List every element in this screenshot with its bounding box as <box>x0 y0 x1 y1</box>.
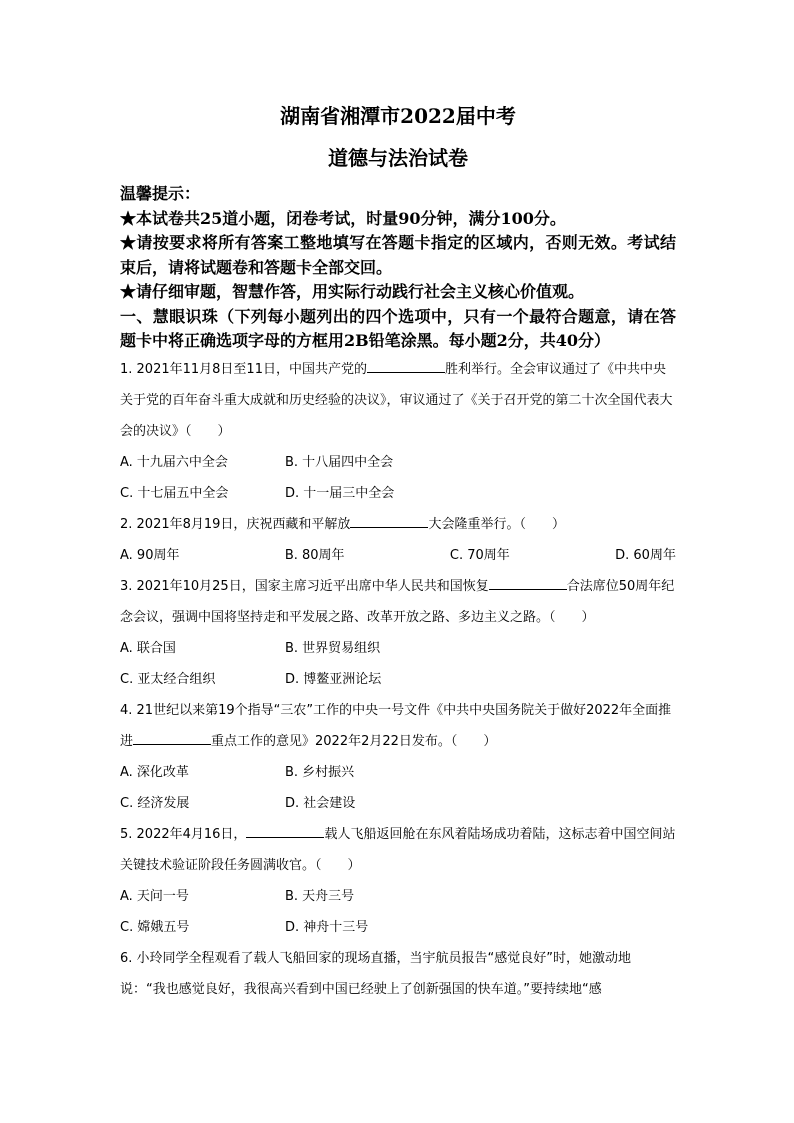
q4-option-d: D. 社会建设 <box>285 795 356 811</box>
question-5 <box>120 819 676 943</box>
q1-option-c: C. 十七届五中全会 <box>120 485 229 501</box>
exam-page <box>120 102 676 1005</box>
q4-option-a: A. 深化改革 <box>120 764 189 780</box>
q2-stem-pre: 2. 2021年8月19日，庆祝西藏和平解放 <box>120 516 351 532</box>
q2-option-a: A. 90周年 <box>120 547 180 563</box>
question-6 <box>120 943 676 1005</box>
q3-option-b: B. 世界贸易组织 <box>285 640 381 656</box>
q1-option-a: A. 十九届六中全会 <box>120 454 228 470</box>
question-2 <box>120 509 676 571</box>
q4-stem-post: 重点工作的意见》2022年2月22日发布。（ ） <box>211 733 497 749</box>
q3-option-d: D. 博鳌亚洲论坛 <box>285 671 382 687</box>
q1-option-d: D. 十一届三中全会 <box>285 485 395 501</box>
q3-option-a: A. 联合国 <box>120 640 176 656</box>
q5-option-c: C. 嫦娥五号 <box>120 919 190 935</box>
q5-stem-pre: 5. 2022年4月16日， <box>120 826 247 842</box>
q4-option-b: B. 乡村振兴 <box>285 764 355 780</box>
q1-blank <box>367 360 445 373</box>
q4-stem-pre: 4. 21世纪以来第19个指导“三农”工作的中央一号文件《中共中央国务院关于做好2022年全面推进 <box>120 702 672 749</box>
q6-stem: 6. 小玲同学全程观看了载人飞船回家的现场直播，当宇航员报告“感觉良好”时，她激动地说：“我也感觉良好，我很高兴看到中国已经驶上了创新强国的快车道。”要持续地“感 <box>120 950 632 997</box>
q3-stem-post: 合法席位50周年纪念会议，强调中国将坚持走和平发展之路、改革开放之路、多边主义之路。（ ） <box>120 578 675 625</box>
q5-option-a: A. 天问一号 <box>120 888 189 904</box>
q4-option-c: C. 经济发展 <box>120 795 190 811</box>
q5-stem-post: 载人飞船返回舱在东风着陆场成功着陆，这标志着中国空间站关键技术验证阶段任务圆满收官。（ ） <box>120 826 676 873</box>
q4-blank <box>133 732 211 745</box>
q5-option-d: D. 神舟十三号 <box>285 919 369 935</box>
exam-title: 湖南省湘潭市2022届中考 <box>280 104 516 128</box>
q2-option-c: C. 70周年 <box>449 547 510 563</box>
tip-1: ★本试卷共25道小题，闭卷考试，时量90分钟，满分100分。 <box>120 208 566 228</box>
tip-3: ★请仔细审题，智慧作答，用实际行动践行社会主义核心价值观。 <box>120 282 585 301</box>
q1-stem-pre: 1. 2021年11月8日至11日，中国共产党的 <box>120 361 367 377</box>
q2-option-b: B. 80周年 <box>284 547 345 563</box>
tips-heading: 温馨提示： <box>120 184 201 203</box>
exam-subtitle: 道德与法治试卷 <box>328 146 468 170</box>
q3-blank <box>489 577 567 590</box>
q2-blank <box>350 515 428 528</box>
q5-blank <box>246 825 324 838</box>
question-1 <box>120 354 676 509</box>
section-1-heading: 一、慧眼识珠（下列每小题列出的四个选项中，只有一个最符合题意，请在答题卡中将正确选项字母的方框用2B铅笔涂黑。每小题2分，共40分） <box>120 306 676 350</box>
question-3 <box>120 571 676 695</box>
tips-block <box>120 182 676 354</box>
q3-stem-pre: 3. 2021年10月25日，国家主席习近平出席中华人民共和国恢复 <box>120 578 489 594</box>
q5-option-b: B. 天舟三号 <box>285 888 355 904</box>
q1-option-b: B. 十八届四中全会 <box>285 454 394 470</box>
q1-stem-post: 胜利举行。全会审议通过了《中共中央关于党的百年奋斗重大成就和历史经验的决议》，审议通过了《关于召开党的第二十次全国代表大会的决议》（ ） <box>120 361 673 439</box>
q3-option-c: C. 亚太经合组织 <box>120 671 216 687</box>
q2-option-d: D. 60周年 <box>615 547 676 563</box>
q2-stem-post: 大会隆重举行。（ ） <box>428 516 565 532</box>
tip-2: ★请按要求将所有答案工整地填写在答题卡指定的区域内，否则无效。考试结束后，请将试题卷和答题卡全部交回。 <box>120 233 676 277</box>
question-4 <box>120 695 676 819</box>
